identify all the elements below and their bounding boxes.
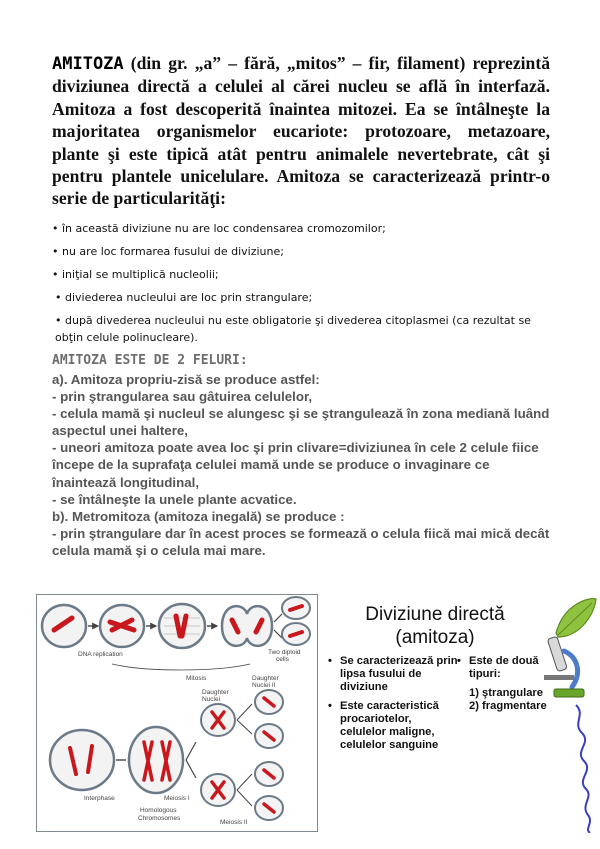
list-item: • diviederea nucleului are loc prin strangulare;: [55, 291, 313, 304]
label-dna-replication: DNA replication: [78, 651, 123, 658]
slide-title-line2: (amitoza): [395, 627, 475, 648]
slide-title: [328, 603, 542, 649]
slide-subitem: 2) fragmentare: [469, 700, 547, 712]
types-heading: AMITOZA ESTE DE 2 FELURI:: [52, 353, 248, 368]
intro-text: (din gr. „a” – fără, „mitos” – fir, filament) reprezintă diviziunea directă a celulei al cărei nucleu se află în interfază. Amitoza a fost descoperită înaintea mitozei. Ea se întâlneşte la majoritatea organismelor eucariote: protozoare, metazoare, plante şi este tipică atât pentru animalele nevertebrate, cât şi pentru plantele unicelulare. Amitoza se caracterizează printr-o serie de particularităţi:: [52, 53, 550, 209]
types-line: - uneori amitoza poate avea loc şi prin clivare=diviziunea în cele 2 celule fiice începe de la suprafaţa celulei mamă unde se produce o invaginare ce înaintează longitudinal,: [52, 440, 539, 490]
types-line: - prin ştrangulare dar în acest proces se formează o celula fiică mai mică decât celula mamă şi o celula mai mare.: [52, 525, 550, 558]
label-daughter-nuclei-ii: Daughter: [252, 675, 279, 682]
label-meiosis-i: Meiosis I: [164, 795, 190, 802]
label-meiosis-ii: Meiosis II: [220, 819, 248, 826]
microscope-base-icon: [554, 689, 584, 697]
label-homologous: Homologous: [140, 807, 177, 814]
slide-subitem: 1) ştrangulare: [469, 687, 543, 699]
microscope-stage-icon: [544, 675, 574, 680]
label-homologous-2: Chromosomes: [138, 815, 181, 822]
label-daughter-nuclei-ii-2: Nuclei II: [252, 682, 276, 689]
slide-bullet: • Este caracteristică procariotelor, celulelor maligne, celulelor sanguine: [328, 700, 458, 752]
dividing-cell-icon: [222, 606, 272, 646]
types-body: [52, 371, 557, 559]
cell-icon: [50, 730, 114, 790]
types-line: b). Metromitoza (amitoza inegală) se produce :: [52, 508, 345, 524]
list-item: • după divederea nucleului nu este obligatorie şi divederea citoplasmei (ca rezultat se obţin celule polinucleare).: [55, 314, 531, 344]
intro-paragraph: [52, 52, 550, 210]
types-line: - prin ştrangularea sau gâtuirea celulelor,: [52, 389, 313, 405]
label-mitosis: Mitosis: [186, 675, 207, 682]
list-item: • iniţial se multiplică nucleolii;: [52, 268, 219, 281]
slide-bullet: • Este de două tipuri:: [457, 655, 567, 681]
cell-icon: [129, 727, 183, 793]
microscope-tube-icon: [547, 636, 567, 671]
list-item: • nu are loc formarea fusului de diviziune;: [52, 245, 284, 258]
label-two-diploid-cells: cells: [276, 656, 290, 663]
slide-bullet: • Se caracterizează prin lipsa fusului de diviziune: [328, 655, 458, 694]
types-line: a). Amitoza propriu-zisă se produce astfel:: [52, 372, 320, 387]
intro-title: AMITOZA: [52, 54, 124, 74]
types-line: - celula mamă şi nucleul se alungesc şi se ştrangulează în zona mediană luând aspectul unei haltere,: [52, 406, 550, 439]
squiggle-decoration-icon: [576, 705, 590, 833]
slide-column-left: [328, 655, 458, 758]
label-daughter-nuclei: Daughter: [202, 689, 229, 696]
label-interphase: Interphase: [84, 795, 115, 802]
label-daughter-nuclei-2: Nuclei: [202, 696, 221, 703]
list-item: • în această diviziune nu are loc condensarea cromozomilor;: [52, 222, 386, 235]
slide-title-line1: Diviziune directă: [365, 604, 505, 625]
label-two-diploid: Two diploid: [268, 649, 301, 656]
cell-division-figure: [36, 594, 318, 832]
summary-slide: [320, 593, 600, 833]
types-line: - se întâlneşte la unele plante acvatice.: [52, 491, 297, 507]
microscope-icon: [534, 593, 600, 833]
